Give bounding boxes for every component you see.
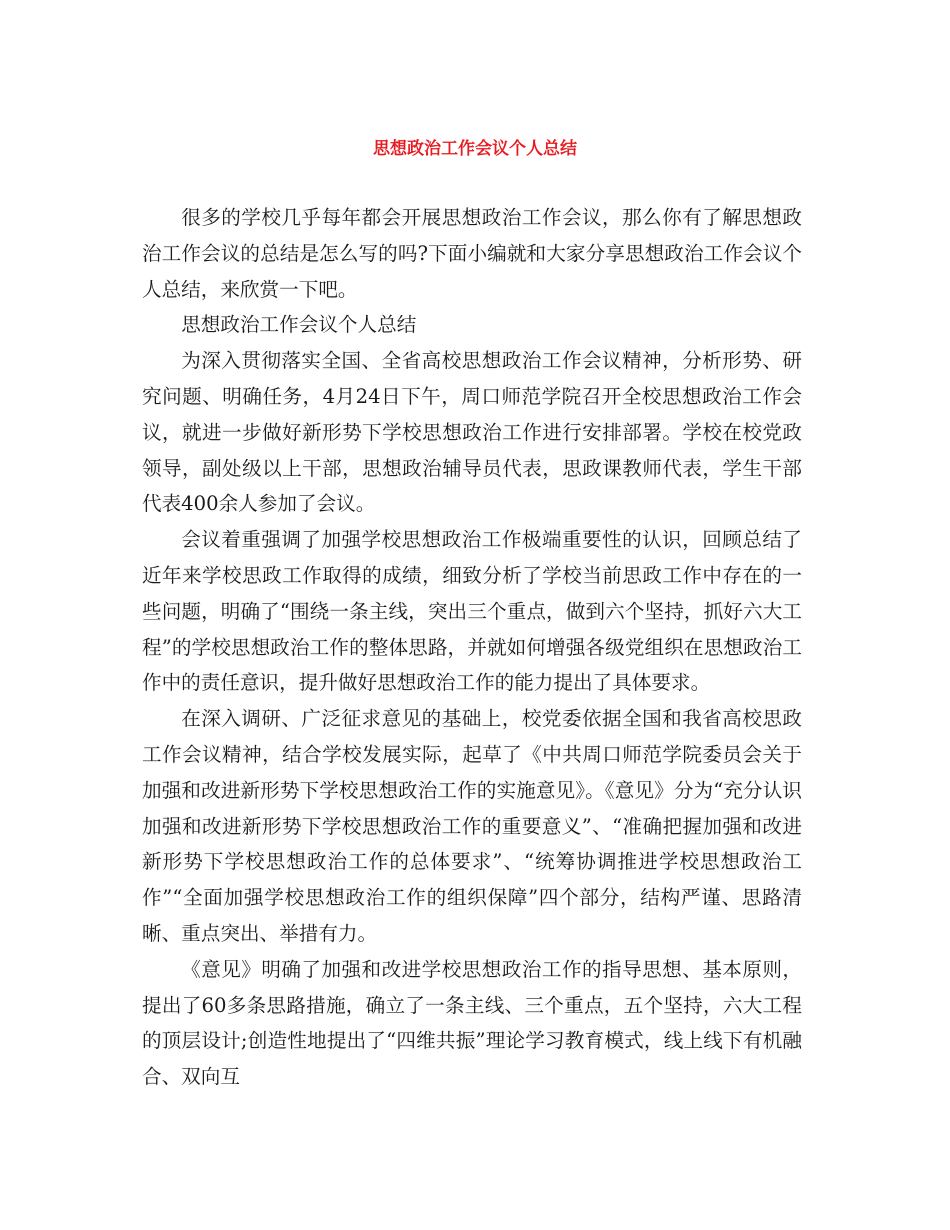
paragraph-meeting: 为深入贯彻落实全国、全省高校思想政治工作会议精神，分析形势、研究问题、明确任务，4月24日下午，周口师范学院召开全校思想政治工作会议，就进一步做好新形势下学校思想政治工作进行安排部署。学校在校党政领导，副处级以上干部，思想政治辅导员代表，思政课教师代表，学生干部代表400余人参加了会议。 [142, 349, 802, 516]
paragraph-draft: 在深入调研、广泛征求意见的基础上，校党委依据全国和我省高校思政工作会议精神，结合学校发展实际，起草了《中共周口师范学院委员会关于加强和改进新形势下学校思想政治工作的实施意见》。《意见》分为“充分认识加强和改进新形势下学校思想政治工作的重要意义”、“准确把握加强和改进新形势下学校思想政治工作的总体要求”、“统筹协调推进学校思想政治工作”“全面加强学校思想政治工作的组织保障”四个部分，结构严谨、思路清晰、重点突出、举措有力。 [142, 707, 802, 945]
paragraph-intro: 很多的学校几乎每年都会开展思想政治工作会议，那么你有了解思想政治工作会议的总结是怎么写的吗?下面小编就和大家分享思想政治工作会议个人总结，来欣赏一下吧。 [142, 206, 802, 301]
document-body [142, 200, 802, 1095]
paragraph-opinion: 《意见》明确了加强和改进学校思想政治工作的指导思想、基本原则，提出了60多条思路措施，确立了一条主线、三个重点，五个坚持，六大工程的顶层设计;创造性地提出了“四维共振”理论学习教育模式，线上线下有机融合、双向互 [142, 957, 802, 1089]
paragraph-emphasis: 会议着重强调了加强学校思想政治工作极端重要性的认识，回顾总结了近年来学校思政工作取得的成绩，细致分析了学校当前思政工作中存在的一些问题，明确了“围绕一条主线，突出三个重点，做到六个坚持，抓好六大工程”的学校思想政治工作的整体思路，并就如何增强各级党组织在思想政治工作中的责任意识，提升做好思想政治工作的能力提出了具体要求。 [142, 528, 802, 695]
paragraph-subtitle: 思想政治工作会议个人总结 [181, 313, 417, 337]
document-title: 思想政治工作会议个人总结 [373, 139, 577, 159]
